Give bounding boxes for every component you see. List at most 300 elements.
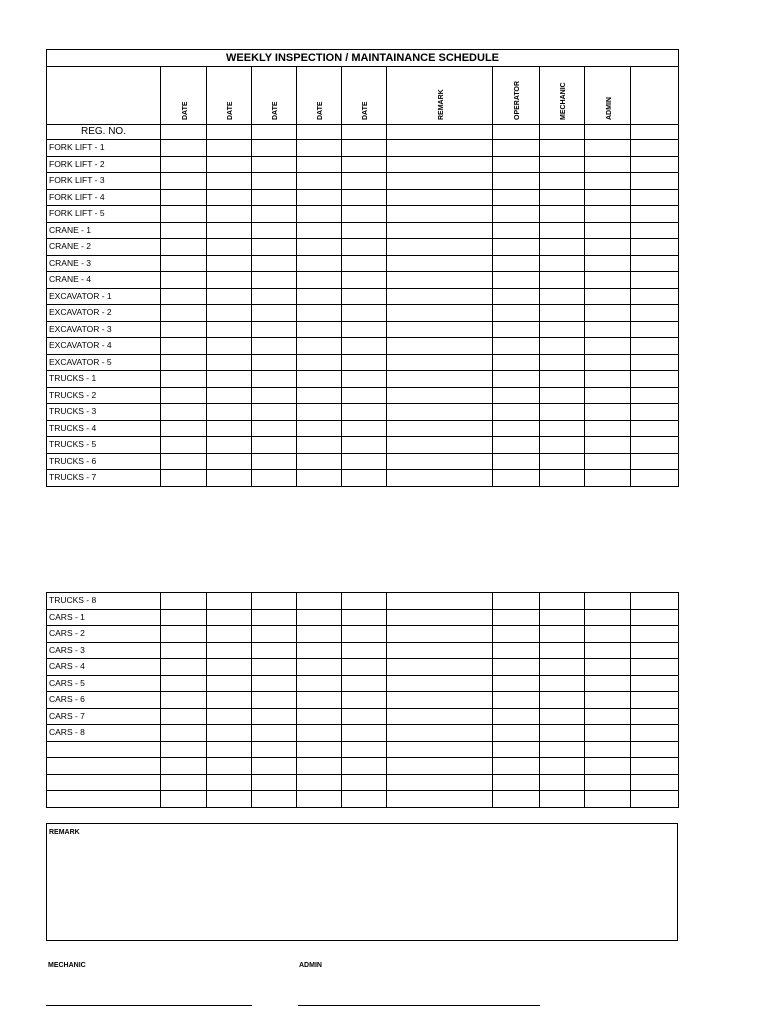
entry-cell[interactable]: [342, 189, 387, 206]
entry-cell[interactable]: [387, 305, 493, 322]
entry-cell[interactable]: [540, 659, 585, 676]
entry-cell[interactable]: [207, 593, 252, 610]
entry-cell[interactable]: [493, 642, 540, 659]
entry-cell[interactable]: [207, 725, 252, 742]
entry-cell[interactable]: [585, 708, 631, 725]
entry-cell[interactable]: [540, 593, 585, 610]
entry-cell[interactable]: [161, 470, 207, 487]
entry-cell[interactable]: [387, 255, 493, 272]
entry-cell[interactable]: [493, 420, 540, 437]
entry-cell[interactable]: [387, 791, 493, 808]
entry-cell[interactable]: [297, 239, 342, 256]
entry-cell[interactable]: [207, 140, 252, 157]
entry-cell[interactable]: [161, 140, 207, 157]
entry-cell[interactable]: [252, 659, 297, 676]
entry-cell[interactable]: [493, 288, 540, 305]
entry-cell[interactable]: [585, 338, 631, 355]
reg-no-blank-cell[interactable]: [297, 125, 342, 140]
entry-cell[interactable]: [585, 140, 631, 157]
entry-cell[interactable]: [342, 140, 387, 157]
entry-cell[interactable]: [207, 774, 252, 791]
entry-cell[interactable]: [342, 626, 387, 643]
entry-cell[interactable]: [585, 453, 631, 470]
entry-cell[interactable]: [297, 774, 342, 791]
entry-cell[interactable]: [252, 774, 297, 791]
entry-cell[interactable]: [631, 642, 679, 659]
entry-cell[interactable]: [207, 609, 252, 626]
entry-cell[interactable]: [493, 437, 540, 454]
entry-cell[interactable]: [161, 791, 207, 808]
entry-cell[interactable]: [540, 321, 585, 338]
entry-cell[interactable]: [252, 206, 297, 223]
entry-cell[interactable]: [387, 725, 493, 742]
entry-cell[interactable]: [161, 156, 207, 173]
entry-cell[interactable]: [387, 470, 493, 487]
entry-cell[interactable]: [207, 321, 252, 338]
entry-cell[interactable]: [387, 206, 493, 223]
entry-cell[interactable]: [161, 675, 207, 692]
entry-cell[interactable]: [161, 288, 207, 305]
entry-cell[interactable]: [161, 708, 207, 725]
entry-cell[interactable]: [540, 206, 585, 223]
entry-cell[interactable]: [342, 222, 387, 239]
entry-cell[interactable]: [631, 239, 679, 256]
reg-no-blank-cell[interactable]: [161, 125, 207, 140]
entry-cell[interactable]: [585, 470, 631, 487]
reg-no-blank-cell[interactable]: [585, 125, 631, 140]
entry-cell[interactable]: [252, 255, 297, 272]
entry-cell[interactable]: [161, 371, 207, 388]
entry-cell[interactable]: [540, 725, 585, 742]
entry-cell[interactable]: [252, 453, 297, 470]
entry-cell[interactable]: [493, 708, 540, 725]
entry-cell[interactable]: [387, 758, 493, 775]
reg-no-blank-cell[interactable]: [540, 125, 585, 140]
entry-cell[interactable]: [161, 453, 207, 470]
entry-cell[interactable]: [493, 626, 540, 643]
entry-cell[interactable]: [493, 470, 540, 487]
entry-cell[interactable]: [585, 222, 631, 239]
entry-cell[interactable]: [540, 708, 585, 725]
entry-cell[interactable]: [585, 626, 631, 643]
entry-cell[interactable]: [493, 404, 540, 421]
entry-cell[interactable]: [252, 189, 297, 206]
entry-cell[interactable]: [387, 387, 493, 404]
entry-cell[interactable]: [493, 206, 540, 223]
entry-cell[interactable]: [493, 173, 540, 190]
entry-cell[interactable]: [387, 437, 493, 454]
entry-cell[interactable]: [631, 791, 679, 808]
entry-cell[interactable]: [252, 609, 297, 626]
entry-cell[interactable]: [297, 140, 342, 157]
entry-cell[interactable]: [207, 791, 252, 808]
entry-cell[interactable]: [585, 288, 631, 305]
entry-cell[interactable]: [342, 255, 387, 272]
entry-cell[interactable]: [631, 626, 679, 643]
entry-cell[interactable]: [342, 239, 387, 256]
entry-cell[interactable]: [297, 420, 342, 437]
entry-cell[interactable]: [252, 371, 297, 388]
entry-cell[interactable]: [297, 387, 342, 404]
entry-cell[interactable]: [387, 156, 493, 173]
entry-cell[interactable]: [585, 305, 631, 322]
entry-cell[interactable]: [207, 288, 252, 305]
entry-cell[interactable]: [342, 791, 387, 808]
entry-cell[interactable]: [387, 420, 493, 437]
entry-cell[interactable]: [342, 725, 387, 742]
entry-cell[interactable]: [540, 173, 585, 190]
entry-cell[interactable]: [252, 420, 297, 437]
entry-cell[interactable]: [342, 774, 387, 791]
entry-cell[interactable]: [631, 140, 679, 157]
entry-cell[interactable]: [252, 741, 297, 758]
entry-cell[interactable]: [540, 288, 585, 305]
entry-cell[interactable]: [493, 189, 540, 206]
entry-cell[interactable]: [493, 222, 540, 239]
entry-cell[interactable]: [207, 156, 252, 173]
entry-cell[interactable]: [297, 692, 342, 709]
entry-cell[interactable]: [342, 708, 387, 725]
entry-cell[interactable]: [585, 741, 631, 758]
entry-cell[interactable]: [631, 659, 679, 676]
entry-cell[interactable]: [387, 288, 493, 305]
entry-cell[interactable]: [297, 470, 342, 487]
entry-cell[interactable]: [297, 354, 342, 371]
entry-cell[interactable]: [585, 758, 631, 775]
entry-cell[interactable]: [161, 774, 207, 791]
entry-cell[interactable]: [342, 437, 387, 454]
entry-cell[interactable]: [342, 675, 387, 692]
entry-cell[interactable]: [540, 470, 585, 487]
entry-cell[interactable]: [342, 470, 387, 487]
entry-cell[interactable]: [252, 305, 297, 322]
entry-cell[interactable]: [493, 321, 540, 338]
entry-cell[interactable]: [252, 222, 297, 239]
entry-cell[interactable]: [161, 338, 207, 355]
entry-cell[interactable]: [252, 626, 297, 643]
entry-cell[interactable]: [585, 239, 631, 256]
entry-cell[interactable]: [207, 626, 252, 643]
entry-cell[interactable]: [252, 692, 297, 709]
entry-cell[interactable]: [297, 222, 342, 239]
entry-cell[interactable]: [493, 305, 540, 322]
entry-cell[interactable]: [252, 156, 297, 173]
entry-cell[interactable]: [387, 609, 493, 626]
entry-cell[interactable]: [493, 255, 540, 272]
entry-cell[interactable]: [207, 758, 252, 775]
reg-no-blank-cell[interactable]: [493, 125, 540, 140]
entry-cell[interactable]: [493, 140, 540, 157]
entry-cell[interactable]: [540, 453, 585, 470]
reg-no-blank-cell[interactable]: [631, 125, 679, 140]
entry-cell[interactable]: [493, 387, 540, 404]
reg-no-blank-cell[interactable]: [342, 125, 387, 140]
entry-cell[interactable]: [585, 206, 631, 223]
entry-cell[interactable]: [252, 173, 297, 190]
entry-cell[interactable]: [252, 404, 297, 421]
entry-cell[interactable]: [493, 774, 540, 791]
admin-signature-line[interactable]: [298, 1005, 540, 1006]
entry-cell[interactable]: [161, 626, 207, 643]
entry-cell[interactable]: [387, 741, 493, 758]
entry-cell[interactable]: [540, 675, 585, 692]
entry-cell[interactable]: [631, 371, 679, 388]
entry-cell[interactable]: [297, 725, 342, 742]
entry-cell[interactable]: [585, 321, 631, 338]
entry-cell[interactable]: [252, 387, 297, 404]
entry-cell[interactable]: [387, 642, 493, 659]
entry-cell[interactable]: [297, 708, 342, 725]
entry-cell[interactable]: [540, 437, 585, 454]
entry-cell[interactable]: [161, 354, 207, 371]
entry-cell[interactable]: [631, 222, 679, 239]
entry-cell[interactable]: [252, 470, 297, 487]
entry-cell[interactable]: [631, 708, 679, 725]
entry-cell[interactable]: [342, 272, 387, 289]
entry-cell[interactable]: [493, 239, 540, 256]
entry-cell[interactable]: [297, 675, 342, 692]
entry-cell[interactable]: [297, 453, 342, 470]
entry-cell[interactable]: [252, 642, 297, 659]
entry-cell[interactable]: [342, 420, 387, 437]
entry-cell[interactable]: [540, 692, 585, 709]
entry-cell[interactable]: [297, 288, 342, 305]
entry-cell[interactable]: [297, 255, 342, 272]
entry-cell[interactable]: [207, 371, 252, 388]
entry-cell[interactable]: [387, 453, 493, 470]
entry-cell[interactable]: [342, 321, 387, 338]
entry-cell[interactable]: [540, 239, 585, 256]
entry-cell[interactable]: [585, 437, 631, 454]
entry-cell[interactable]: [540, 272, 585, 289]
entry-cell[interactable]: [297, 404, 342, 421]
entry-cell[interactable]: [631, 741, 679, 758]
entry-cell[interactable]: [493, 593, 540, 610]
entry-cell[interactable]: [631, 321, 679, 338]
reg-no-blank-cell[interactable]: [387, 125, 493, 140]
reg-no-blank-cell[interactable]: [207, 125, 252, 140]
entry-cell[interactable]: [161, 321, 207, 338]
entry-cell[interactable]: [297, 173, 342, 190]
entry-cell[interactable]: [297, 338, 342, 355]
entry-cell[interactable]: [207, 741, 252, 758]
entry-cell[interactable]: [297, 272, 342, 289]
entry-cell[interactable]: [493, 371, 540, 388]
entry-cell[interactable]: [207, 173, 252, 190]
entry-cell[interactable]: [387, 371, 493, 388]
entry-cell[interactable]: [493, 758, 540, 775]
entry-cell[interactable]: [252, 593, 297, 610]
entry-cell[interactable]: [387, 321, 493, 338]
entry-cell[interactable]: [342, 371, 387, 388]
entry-cell[interactable]: [387, 692, 493, 709]
remark-box[interactable]: [46, 823, 678, 941]
entry-cell[interactable]: [342, 692, 387, 709]
entry-cell[interactable]: [540, 140, 585, 157]
entry-cell[interactable]: [297, 156, 342, 173]
entry-cell[interactable]: [585, 725, 631, 742]
entry-cell[interactable]: [585, 272, 631, 289]
entry-cell[interactable]: [631, 338, 679, 355]
entry-cell[interactable]: [631, 420, 679, 437]
entry-cell[interactable]: [631, 354, 679, 371]
entry-cell[interactable]: [585, 692, 631, 709]
entry-cell[interactable]: [207, 239, 252, 256]
entry-cell[interactable]: [207, 338, 252, 355]
entry-cell[interactable]: [585, 189, 631, 206]
entry-cell[interactable]: [297, 642, 342, 659]
entry-cell[interactable]: [342, 354, 387, 371]
entry-cell[interactable]: [342, 387, 387, 404]
entry-cell[interactable]: [342, 642, 387, 659]
entry-cell[interactable]: [493, 659, 540, 676]
entry-cell[interactable]: [207, 692, 252, 709]
entry-cell[interactable]: [387, 675, 493, 692]
entry-cell[interactable]: [387, 173, 493, 190]
entry-cell[interactable]: [540, 305, 585, 322]
entry-cell[interactable]: [493, 692, 540, 709]
entry-cell[interactable]: [631, 189, 679, 206]
entry-cell[interactable]: [161, 659, 207, 676]
entry-cell[interactable]: [207, 708, 252, 725]
entry-cell[interactable]: [387, 659, 493, 676]
entry-cell[interactable]: [342, 173, 387, 190]
entry-cell[interactable]: [631, 675, 679, 692]
entry-cell[interactable]: [207, 272, 252, 289]
entry-cell[interactable]: [207, 659, 252, 676]
entry-cell[interactable]: [493, 609, 540, 626]
entry-cell[interactable]: [207, 387, 252, 404]
entry-cell[interactable]: [207, 404, 252, 421]
entry-cell[interactable]: [585, 404, 631, 421]
entry-cell[interactable]: [297, 758, 342, 775]
entry-cell[interactable]: [631, 305, 679, 322]
entry-cell[interactable]: [387, 140, 493, 157]
entry-cell[interactable]: [342, 404, 387, 421]
entry-cell[interactable]: [540, 609, 585, 626]
entry-cell[interactable]: [252, 758, 297, 775]
entry-cell[interactable]: [342, 593, 387, 610]
entry-cell[interactable]: [387, 774, 493, 791]
entry-cell[interactable]: [297, 321, 342, 338]
entry-cell[interactable]: [387, 189, 493, 206]
entry-cell[interactable]: [207, 206, 252, 223]
entry-cell[interactable]: [585, 255, 631, 272]
entry-cell[interactable]: [161, 609, 207, 626]
entry-cell[interactable]: [387, 404, 493, 421]
entry-cell[interactable]: [342, 758, 387, 775]
entry-cell[interactable]: [207, 453, 252, 470]
entry-cell[interactable]: [540, 354, 585, 371]
entry-cell[interactable]: [297, 659, 342, 676]
entry-cell[interactable]: [387, 708, 493, 725]
entry-cell[interactable]: [161, 255, 207, 272]
entry-cell[interactable]: [631, 725, 679, 742]
entry-cell[interactable]: [631, 774, 679, 791]
entry-cell[interactable]: [297, 189, 342, 206]
entry-cell[interactable]: [161, 404, 207, 421]
entry-cell[interactable]: [540, 255, 585, 272]
entry-cell[interactable]: [207, 305, 252, 322]
entry-cell[interactable]: [342, 338, 387, 355]
entry-cell[interactable]: [207, 420, 252, 437]
entry-cell[interactable]: [252, 791, 297, 808]
entry-cell[interactable]: [540, 222, 585, 239]
entry-cell[interactable]: [631, 288, 679, 305]
entry-cell[interactable]: [540, 774, 585, 791]
entry-cell[interactable]: [631, 206, 679, 223]
entry-cell[interactable]: [540, 741, 585, 758]
entry-cell[interactable]: [161, 305, 207, 322]
mechanic-signature-line[interactable]: [46, 1005, 252, 1006]
entry-cell[interactable]: [585, 387, 631, 404]
entry-cell[interactable]: [387, 239, 493, 256]
entry-cell[interactable]: [631, 272, 679, 289]
entry-cell[interactable]: [585, 675, 631, 692]
entry-cell[interactable]: [252, 354, 297, 371]
entry-cell[interactable]: [297, 305, 342, 322]
entry-cell[interactable]: [207, 642, 252, 659]
entry-cell[interactable]: [161, 420, 207, 437]
entry-cell[interactable]: [207, 675, 252, 692]
entry-cell[interactable]: [161, 642, 207, 659]
entry-cell[interactable]: [631, 255, 679, 272]
entry-cell[interactable]: [297, 593, 342, 610]
entry-cell[interactable]: [297, 626, 342, 643]
entry-cell[interactable]: [161, 189, 207, 206]
entry-cell[interactable]: [161, 222, 207, 239]
entry-cell[interactable]: [631, 387, 679, 404]
entry-cell[interactable]: [297, 609, 342, 626]
entry-cell[interactable]: [493, 741, 540, 758]
entry-cell[interactable]: [387, 338, 493, 355]
entry-cell[interactable]: [585, 659, 631, 676]
entry-cell[interactable]: [161, 173, 207, 190]
entry-cell[interactable]: [585, 354, 631, 371]
entry-cell[interactable]: [493, 354, 540, 371]
entry-cell[interactable]: [387, 593, 493, 610]
entry-cell[interactable]: [252, 288, 297, 305]
entry-cell[interactable]: [540, 156, 585, 173]
entry-cell[interactable]: [161, 272, 207, 289]
entry-cell[interactable]: [585, 593, 631, 610]
entry-cell[interactable]: [631, 404, 679, 421]
entry-cell[interactable]: [252, 338, 297, 355]
entry-cell[interactable]: [207, 470, 252, 487]
entry-cell[interactable]: [387, 354, 493, 371]
entry-cell[interactable]: [631, 593, 679, 610]
entry-cell[interactable]: [342, 609, 387, 626]
entry-cell[interactable]: [631, 453, 679, 470]
entry-cell[interactable]: [631, 692, 679, 709]
entry-cell[interactable]: [161, 741, 207, 758]
entry-cell[interactable]: [161, 206, 207, 223]
entry-cell[interactable]: [585, 791, 631, 808]
entry-cell[interactable]: [161, 387, 207, 404]
entry-cell[interactable]: [540, 387, 585, 404]
entry-cell[interactable]: [540, 758, 585, 775]
entry-cell[interactable]: [342, 305, 387, 322]
entry-cell[interactable]: [297, 206, 342, 223]
entry-cell[interactable]: [493, 453, 540, 470]
entry-cell[interactable]: [631, 470, 679, 487]
entry-cell[interactable]: [252, 437, 297, 454]
entry-cell[interactable]: [161, 758, 207, 775]
entry-cell[interactable]: [540, 189, 585, 206]
entry-cell[interactable]: [493, 725, 540, 742]
entry-cell[interactable]: [252, 708, 297, 725]
entry-cell[interactable]: [161, 692, 207, 709]
